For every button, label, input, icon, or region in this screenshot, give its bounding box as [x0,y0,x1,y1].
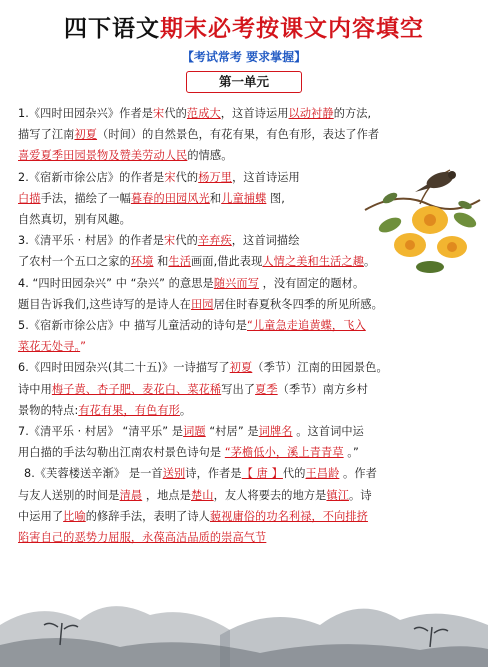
answer-text: 环境 [130,255,154,269]
plain-text: 了农村一个五口之家的 [18,255,131,269]
plain-text: ，这首诗运用 [232,170,300,184]
plain-text: 。诗 [349,488,372,502]
plain-text: 居住时春夏秋冬四季的所见所感。 [213,297,383,311]
answer-text: 杨万里 [198,170,233,184]
plain-text: 的方法, [333,107,372,120]
highlight-text: 宋 [153,107,165,120]
plain-text: 3.《清平乐 · 村居》的作者是 [18,234,165,248]
answer-text: 【 唐 】 [241,467,283,481]
answer-text: 镇江 [326,488,350,502]
answer-text: 白描 [18,191,41,205]
plain-text: 2.《宿新市徐公店》的作者是 [18,170,165,184]
plain-text: ，这首诗运用 [220,107,289,120]
unit-label: 第一单元 [186,71,302,93]
plain-text: 画面,借此表现 [191,255,263,269]
plain-text: 8.《芙蓉楼送辛渐》 是一首 [24,467,163,481]
plain-text: 描写了江南 [18,128,75,142]
text-line [18,209,474,230]
text-line [18,103,474,124]
plain-text: ，友人将要去的地方是 [213,488,327,502]
highlight-text: 宋 [164,170,176,184]
text-line [18,230,474,251]
plain-text: ，没有固定的题材。 [258,276,365,290]
answer-text: 儿童捕蝶 [221,191,267,205]
question-list [18,103,474,548]
text-line [18,421,474,442]
answer-text: 喜爱夏季田园景物及赞美劳动人民 [18,149,188,163]
plain-text: 代的 [164,107,187,120]
plain-text: ，地点是 [142,488,191,502]
plain-text: 6.《四时田园杂兴(其二十五)》一诗描写了 [18,361,230,375]
answer-text: 范成大 [186,107,221,120]
plain-text: 4. “四时田园杂兴” 中 “杂兴” 的意思是 [18,276,214,290]
answer-text: 梅子黄、杏子肥、麦花白、菜花稀 [51,382,222,396]
text-line [18,485,474,506]
text-line [18,315,474,336]
title-black: 四下语文 [64,15,160,42]
answer-text: 田园 [190,297,214,311]
text-line [18,506,474,527]
plain-text: 1.《四时田园杂兴》作者是 [18,107,154,120]
answer-text: “茅檐低小，溪上青青草 [224,446,344,460]
plain-text: 7.《清平乐 · 村居》 “清平乐” 是 [18,425,184,439]
answer-text: 词题 [183,425,206,439]
text-line [18,463,474,484]
plain-text: 5.《宿新市徐公店》中 描写儿童活动的诗句是 [18,319,247,333]
plain-text: （季节）南方乡村 [277,382,368,396]
plain-text: 和 [209,191,222,205]
plain-text: （季节）江南的田园景色。 [252,361,388,375]
plain-text: 。 [179,403,192,417]
plain-text: 代的 [282,467,306,481]
plain-text: 代的 [175,170,199,184]
answer-text: 菜花无处寻。 [18,340,81,354]
plain-text: 。 [363,255,376,269]
plain-text: 代的 [175,234,198,248]
answer-text: 楚山 [190,488,214,502]
answer-text: 藐视庸俗的功名利禄，不向排挤 [209,509,368,523]
plain-text: ，这首词描绘 [231,234,300,248]
text-line [18,294,474,315]
plain-text: 自然真切，别有风趣。 [18,213,131,227]
plain-text: 的情感。 [187,149,233,163]
plain-text: “村居” 是 [205,425,259,439]
plain-text: 用白描的手法勾勒出江南农村景色诗句是 [18,446,225,460]
answer-text: “儿童急走追黄蝶，飞入 [247,319,366,333]
plain-text: 和 [153,255,169,269]
plain-text: 。这首词中运 [292,425,364,439]
answer-text: 以动衬静 [288,107,334,120]
plain-text: 的修辞手法，表明了诗人 [85,509,210,523]
text-line [18,251,474,272]
plain-text: 诗中用 [18,382,52,396]
answer-text: 暮春的田园风光 [130,191,210,205]
plain-text: 中运用了 [18,509,64,523]
text-line [18,145,474,166]
plain-text: 。” [343,446,359,460]
plain-text: 。作者 [339,467,377,481]
answer-text: 有花有果，有色有形 [78,403,180,417]
text-line [18,527,474,548]
text-line [18,379,474,400]
answer-text: 随兴而写 [213,276,259,290]
answer-text: 送别 [162,467,186,481]
answer-text: 初夏 [229,361,253,375]
text-line [18,357,474,378]
plain-text: 写出了 [221,382,256,396]
title-red: 期末必考按课文内容填空 [160,15,424,42]
answer-text: 王昌龄 [305,467,340,481]
ink-mountain-landscape [0,575,488,667]
answer-text: 词牌名 [258,425,293,439]
answer-text: 人情之美和生活之趣 [262,255,364,269]
text-line [18,188,474,209]
answer-text: 辛弃疾 [197,234,232,248]
plain-text: 手法，描绘了一幅 [40,191,131,205]
plain-text: 景物的特点: [18,403,79,417]
text-line [18,167,474,188]
text-line [18,273,474,294]
highlight-text: ” [80,340,87,354]
plain-text: 与友人送别的时间是 [18,488,120,502]
plain-text: 诗，作者是 [185,467,242,481]
subtitle: 【考试常考 要求掌握】 [181,50,307,64]
answer-text: 生活 [168,255,191,269]
text-line [18,442,474,463]
plain-text: 题目告诉我们,这些诗写的是诗人在 [18,297,191,311]
answer-text: 比喻 [63,509,86,523]
answer-text: 初夏 [74,128,98,142]
page-title [0,10,488,43]
text-line [18,400,474,421]
highlight-text: 宋 [164,234,176,248]
plain-text: 图, [266,191,285,205]
text-line [18,336,474,357]
plain-text: （时间）的自然景色，有花有果，有色有形，表达了作者 [97,128,380,142]
answer-text: 夏季 [255,382,278,396]
answer-text: 清晨 [119,488,143,502]
text-line [18,124,474,145]
answer-text: 陷害自己的恶势力屈服，永葆高洁品质的崇高气节 [18,531,267,545]
